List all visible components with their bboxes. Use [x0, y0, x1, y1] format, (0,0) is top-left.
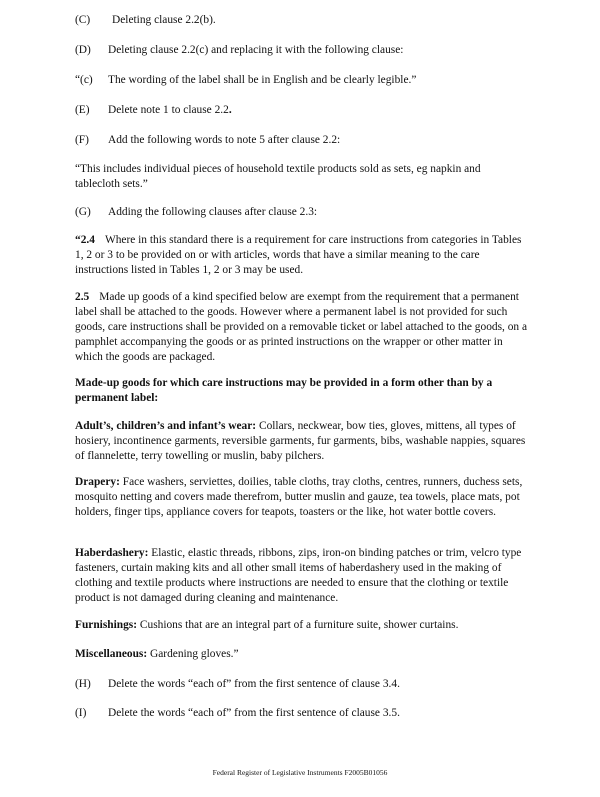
item-label: “(c) [75, 74, 93, 86]
category-text: Collars, neckwear, bow ties, gloves, mittens, all types of hosiery, incontinence garments, reversible garments, fur garments, bibs, washable nappies, squares of flannelette, terry towelling or muslin, baby pilchers. [75, 420, 526, 462]
category-lead: Adult’s, children’s and infant’s wear: [75, 420, 257, 432]
item-label: (H) [75, 678, 91, 690]
page-footer: Federal Register of Legislative Instruments F2005B01056 [212, 768, 388, 777]
category-miscellaneous [75, 647, 527, 662]
item-text: The wording of the label shall be in English and be clearly legible.” [108, 74, 417, 86]
category-lead: Miscellaneous: [75, 648, 148, 660]
item-f [75, 133, 525, 148]
category-lead: Haberdashery: [75, 547, 149, 559]
item-label: (E) [75, 104, 90, 116]
category-haberdashery [75, 546, 527, 606]
clause-number: 2.5 [75, 291, 90, 303]
item-text: Deleting clause 2.2(b). [112, 14, 216, 26]
category-furnishings [75, 618, 527, 633]
item-text: Deleting clause 2.2(c) and replacing it with the following clause: [108, 44, 404, 56]
item-d [75, 43, 525, 58]
clause-text: Where in this standard there is a requirement for care instructions from categories in Tables 1, 2 or 3 to be provided on or with articles, words that have a similar meaning to the care instructions listed in Tables 1, 2 or 3 may be used. [75, 234, 522, 276]
item-text: Delete the words “each of” from the first sentence of clause 3.5. [108, 707, 400, 719]
item-text: Add the following words to note 5 after clause 2.2: [108, 134, 341, 146]
item-text: Delete note 1 to clause 2.2 [108, 104, 229, 116]
item-label: (D) [75, 44, 91, 56]
item-label: (G) [75, 206, 91, 218]
section-heading: Made-up goods for which care instructions may be provided in a form other than by a permanent label: [75, 377, 493, 404]
clause-2-4 [75, 233, 527, 278]
item-label: (F) [75, 134, 89, 146]
category-lead: Furnishings: [75, 619, 138, 631]
item-quote-c [75, 73, 525, 88]
clause-2-5 [75, 290, 527, 365]
category-text: Face washers, serviettes, doilies, table cloths, tray cloths, centres, runners, duchess sets, mosquito netting and covers made therefrom, butter muslin and gauze, tea towels, place mats, pot holders, finger tips, appliance covers for teapots, toasters or the like, hot water bottle covers. [75, 476, 523, 518]
item-label: (C) [75, 14, 91, 26]
item-c [75, 13, 525, 28]
category-lead: Drapery: [75, 476, 120, 488]
category-text: Cushions that are an integral part of a furniture suite, shower curtains. [139, 619, 459, 631]
category-adult-wear [75, 419, 527, 464]
item-label: (I) [75, 707, 87, 719]
item-i [75, 706, 525, 721]
note5-quote: “This includes individual pieces of household textile products sold as sets, eg napkin and tablecloth sets.” [75, 163, 481, 190]
item-text: Adding the following clauses after clause 2.3: [108, 206, 318, 218]
clause-text: Made up goods of a kind specified below are exempt from the requirement that a permanent label shall be attached to the goods. However where a permanent label is not provided for such goods, care instructions shall be provided on a removable ticket or label attached to the goods, on a pamphlet accompanying the goods or as printed instructions on the wrapper or other matter in which the goods are packaged. [75, 291, 528, 363]
item-e [75, 103, 525, 118]
item-suffix: . [228, 104, 232, 116]
clause-number: “2.4 [75, 234, 95, 246]
category-text: Gardening gloves.” [150, 648, 239, 660]
category-drapery [75, 475, 527, 520]
item-g [75, 205, 525, 220]
category-text: Elastic, elastic threads, ribbons, zips, iron-on binding patches or trim, velcro type fasteners, curtain making kits and all other small items of haberdashery used in the making of clothing and textile products where instructions are needed to ensure that the clothing or textile product is not damaged during cleaning and maintenance. [75, 547, 522, 604]
item-h [75, 677, 525, 692]
item-text: Delete the words “each of” from the first sentence of clause 3.4. [108, 678, 400, 690]
